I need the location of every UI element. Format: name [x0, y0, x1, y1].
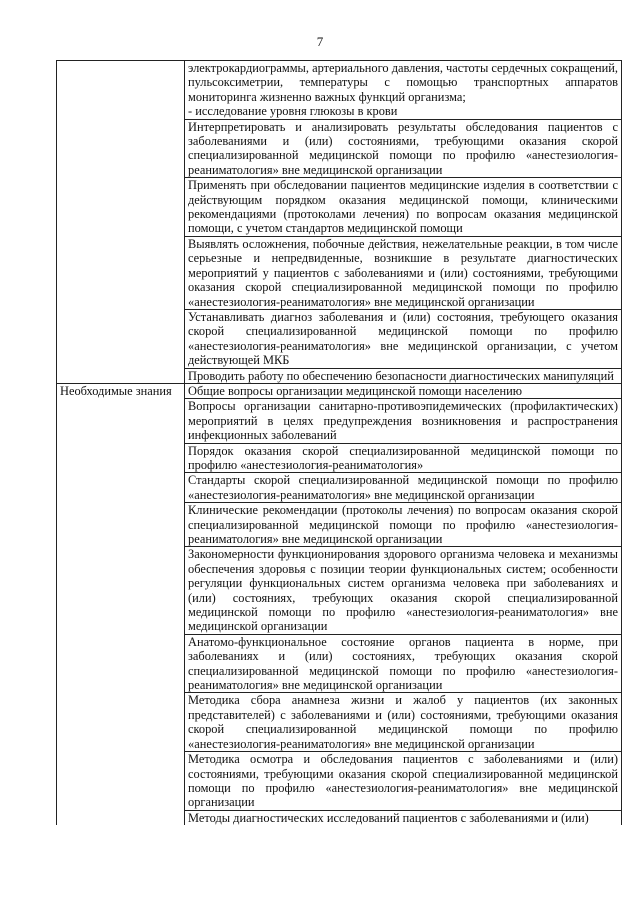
page-number: 7: [316, 34, 324, 49]
knowledge-item: Вопросы организации санитарно-противоэпидемических (профилактических) мероприятий в целях предупреждения возникновения и распространения инфекционных заболеваний: [185, 399, 622, 443]
knowledge-section-label: Необходимые знания: [57, 383, 185, 825]
actions-item: Интерпретировать и анализировать результаты обследования пациентов с заболеваниями и (или) состояниями, требующими оказания скорой специализированной медицинской помощи по профилю «анестезиология-реаниматология» вне медицинской организации: [185, 119, 622, 178]
requirements-table: [56, 60, 622, 825]
actions-item: Проводить работу по обеспечению безопасности диагностических манипуляций: [185, 368, 622, 383]
knowledge-item: Методика сбора анамнеза жизни и жалоб у пациентов (их законных представителей) с заболеваниями и (или) состояниями, требующими оказания скорой специализированной медицинской помощи по профилю «анестезиология-реаниматология» вне медицинской организации: [185, 693, 622, 752]
actions-section-label: [57, 61, 185, 384]
table-row: [57, 61, 622, 120]
knowledge-item: Анатомо-функциональное состояние органов пациента в норме, при заболеваниях и (или) состояниях, требующих оказания скорой специализированной медицинской помощи по профилю «анестезиология-реаниматология» вне медицинской организации: [185, 634, 622, 693]
table-row: [57, 383, 622, 398]
actions-item: Устанавливать диагноз заболевания и (или) состояния, требующего оказания скорой специализированной медицинской помощи по профилю «анестезиология-реаниматология» вне медицинской организации, с учетом действующей МКБ: [185, 309, 622, 368]
knowledge-item: Стандарты скорой специализированной медицинской помощи по профилю «анестезиология-реаниматология» вне медицинской организации: [185, 473, 622, 503]
knowledge-item: Общие вопросы организации медицинской помощи населению: [185, 383, 622, 398]
knowledge-item: Порядок оказания скорой специализированной медицинской помощи по профилю «анестезиология-реаниматология»: [185, 443, 622, 473]
knowledge-item: Закономерности функционирования здорового организма человека и механизмы обеспечения здоровья с позиции теории функциональных систем; особенности регуляции функциональных систем организма человека при заболеваниях и (или) состояниях, требующих оказания скорой специализированной медицинской помощи по профилю «анестезиология-реаниматология» вне медицинской организации: [185, 547, 622, 634]
actions-item: Выявлять осложнения, побочные действия, нежелательные реакции, в том числе серьезные и непредвиденные, возникшие в результате диагностических мероприятий у пациентов с заболеваниями и (или) состояниями, требующими оказания скорой специализированной медицинской помощи по профилю «анестезиология-реаниматология» вне медицинской организации: [185, 236, 622, 309]
knowledge-item: Клинические рекомендации (протоколы лечения) по вопросам оказания скорой специализированной медицинской помощи по профилю «анестезиология-реаниматология» вне медицинской организации: [185, 503, 622, 547]
knowledge-item: Методика осмотра и обследования пациентов с заболеваниями и (или) состояниями, требующими оказания скорой специализированной медицинской помощи по профилю «анестезиология-реаниматология» вне медицинской организации: [185, 752, 622, 811]
actions-item: электрокардиограммы, артериального давления, частоты сердечных сокращений, пульсоксиметрии, температуры с помощью транспортных аппаратов мониторинга жизненно важных функций организма; - исследование уровня глюкозы в крови: [185, 61, 622, 120]
knowledge-item: Методы диагностических исследований пациентов с заболеваниями и (или): [185, 810, 622, 825]
requirements-table-body: [57, 61, 622, 826]
actions-item: Применять при обследовании пациентов медицинские изделия в соответствии с действующим порядком оказания медицинской помощи, клиническими рекомендациями (протоколами лечения) по вопросам оказания медицинской помощи, с учетом стандартов медицинской помощи: [185, 178, 622, 237]
